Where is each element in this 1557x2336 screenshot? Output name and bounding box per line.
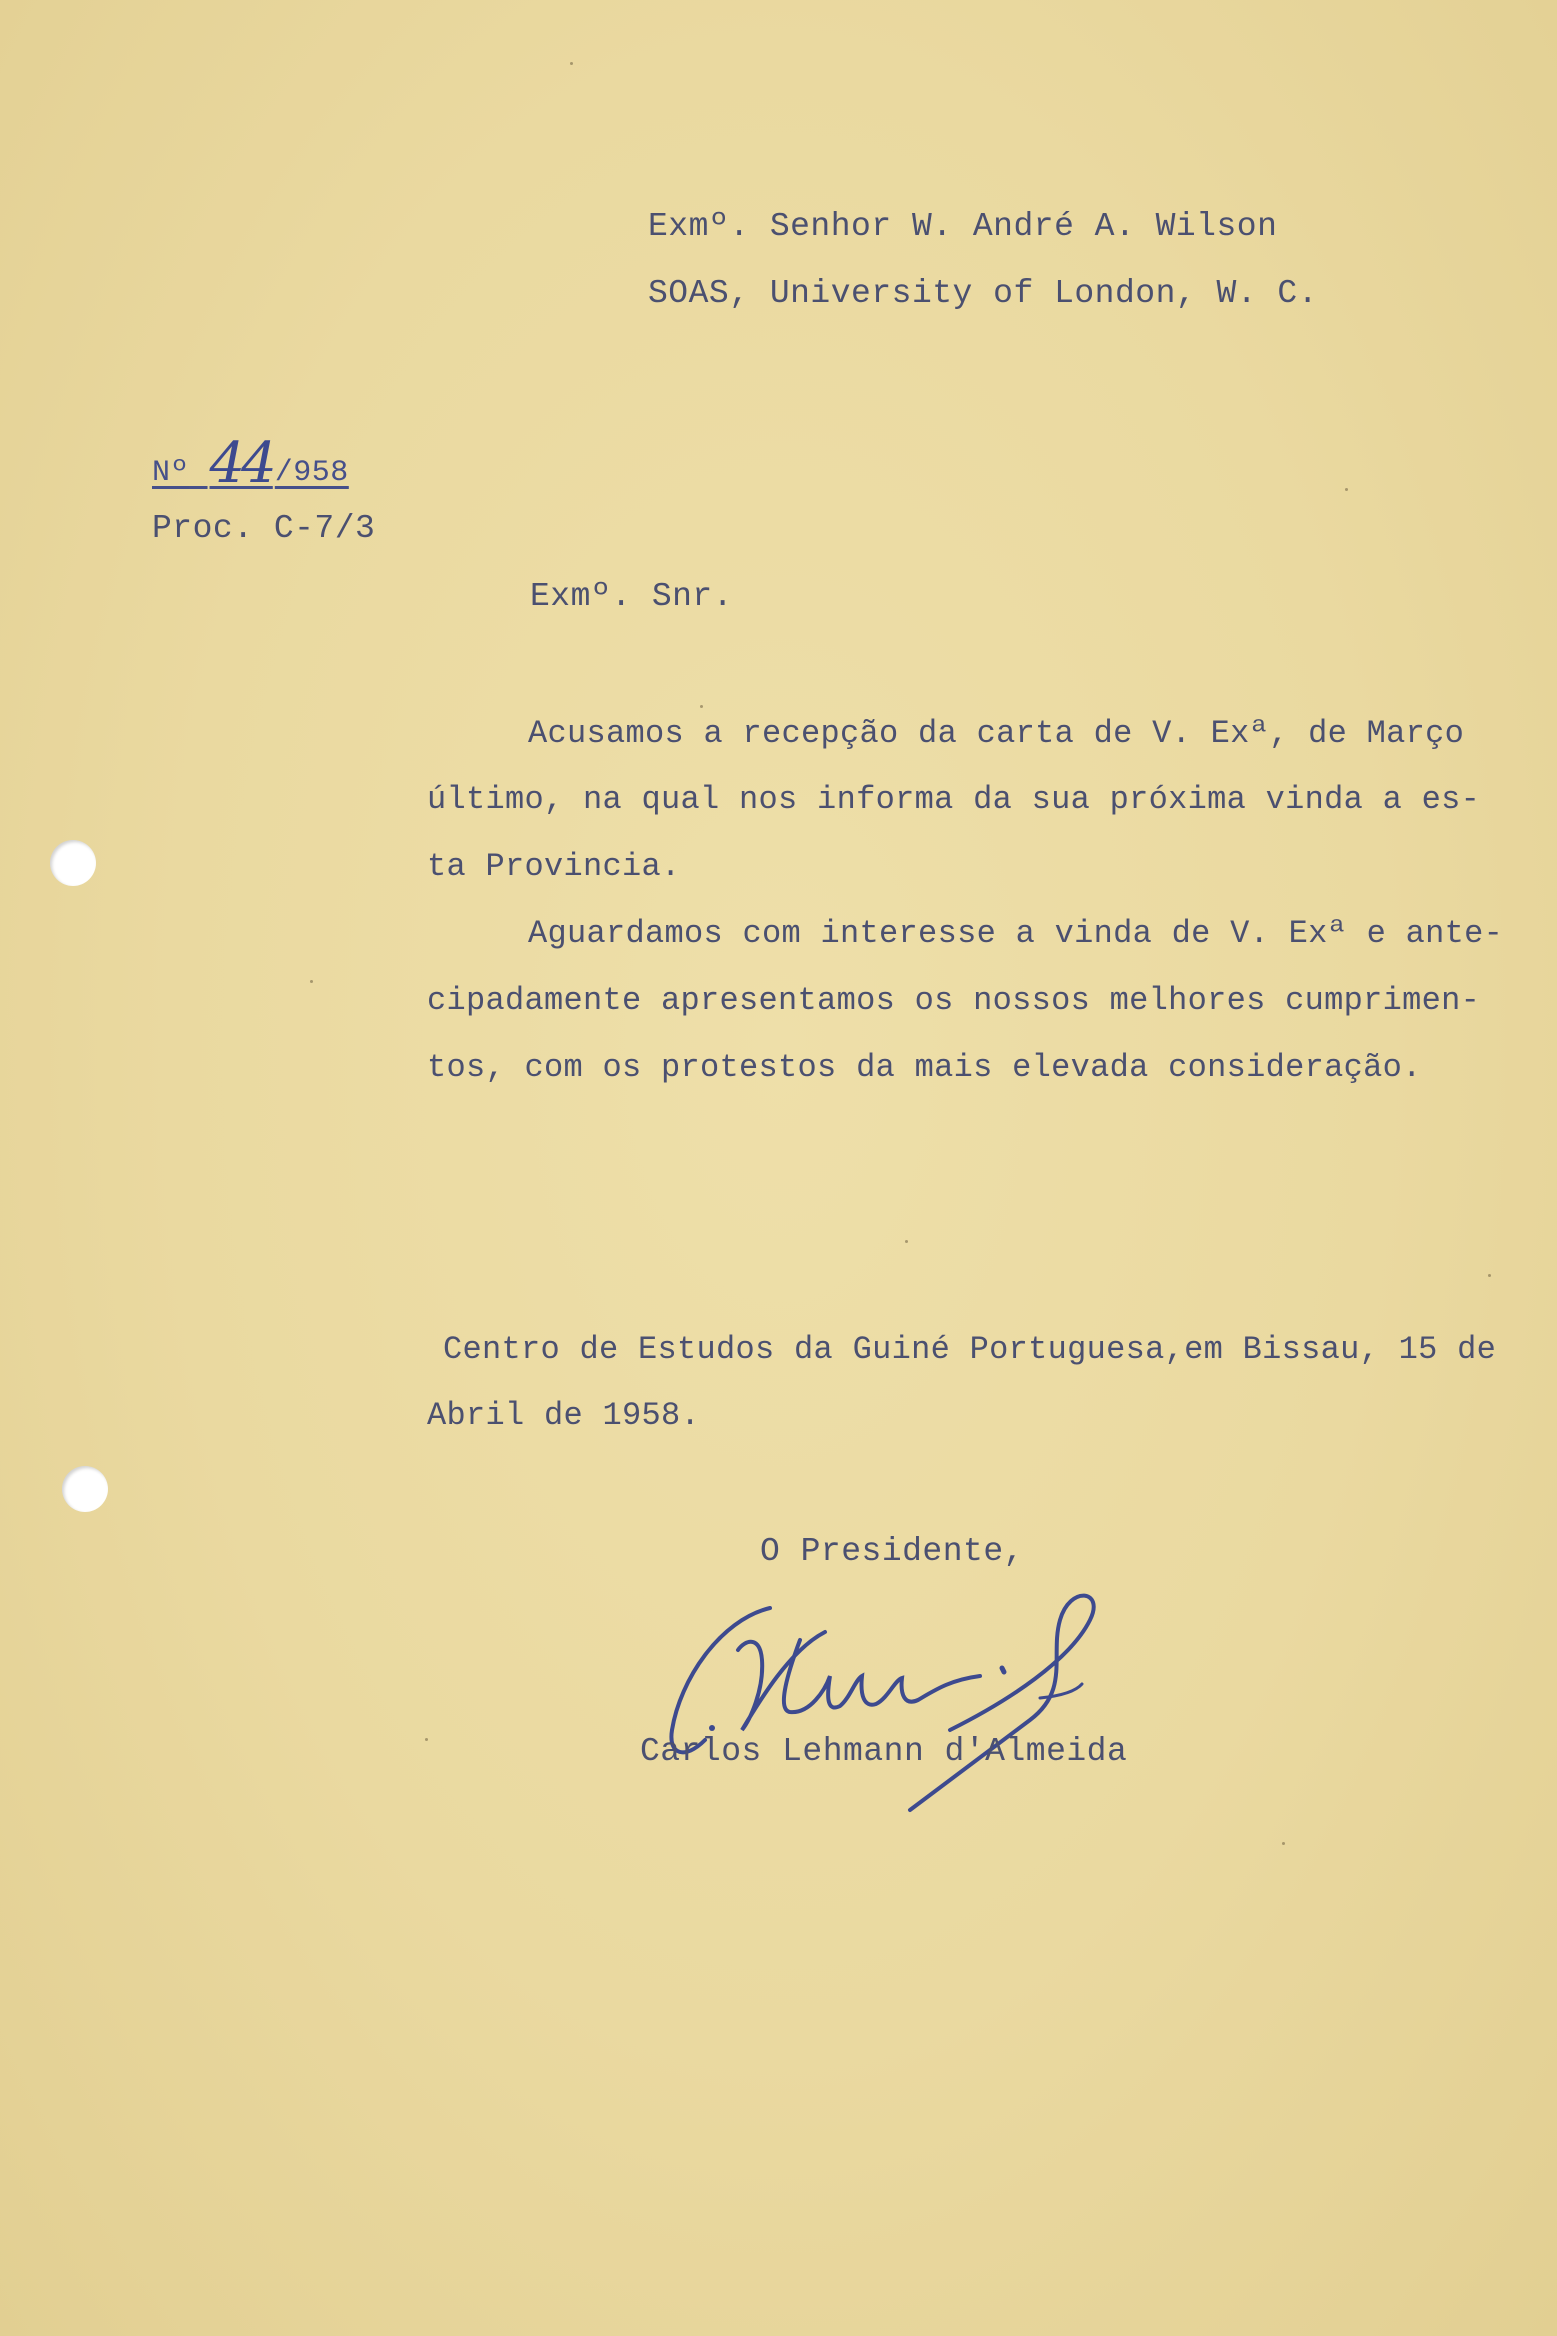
addressee-institution: SOAS, University of London, W. C. [648, 275, 1319, 312]
handwritten-number: 44 [209, 431, 273, 496]
body-paragraph2-line1: Aguardamos com interesse a vinda de V. Exª e ante- [528, 915, 1504, 952]
signer-name: Carlos Lehmann d'Almeida [640, 1733, 1128, 1770]
paper-speck [310, 980, 313, 983]
paper-speck [1345, 488, 1348, 491]
place-date-line1: Centro de Estudos da Guiné Portuguesa,em Bissau, 15 de [443, 1331, 1497, 1368]
body-paragraph1-line2: último, na qual nos informa da sua próxima vinda a es- [427, 781, 1481, 818]
body-paragraph2-line2: cipadamente apresentamos os nossos melhores cumprimen- [427, 982, 1481, 1019]
paper-speck [1488, 1274, 1491, 1277]
body-paragraph1-line3: ta Provincia. [427, 848, 681, 885]
paper-speck [905, 1240, 908, 1243]
closing: O Presidente, [760, 1533, 1024, 1570]
handwritten-signature [650, 1580, 1170, 1820]
paper-speck [1282, 1842, 1285, 1845]
reference-number [152, 431, 349, 496]
paper-speck [700, 705, 703, 708]
addressee-name: Exmº. Senhor W. André A. Wilson [648, 208, 1278, 245]
body-paragraph1-line1: Acusamos a recepção da carta de V. Exª, de Março [528, 715, 1465, 752]
punch-hole-bottom [62, 1466, 108, 1512]
paper-speck [425, 1738, 428, 1741]
process-reference: Proc. C-7/3 [152, 510, 376, 547]
reference-prefix: Nº [152, 456, 190, 490]
paper-speck [570, 62, 573, 65]
body-paragraph2-line3: tos, com os protestos da mais elevada consideração. [427, 1049, 1422, 1086]
reference-year: /958 [274, 456, 349, 490]
place-date-line2: Abril de 1958. [427, 1397, 701, 1434]
punch-hole-top [50, 840, 96, 886]
salutation: Exmº. Snr. [530, 578, 734, 615]
